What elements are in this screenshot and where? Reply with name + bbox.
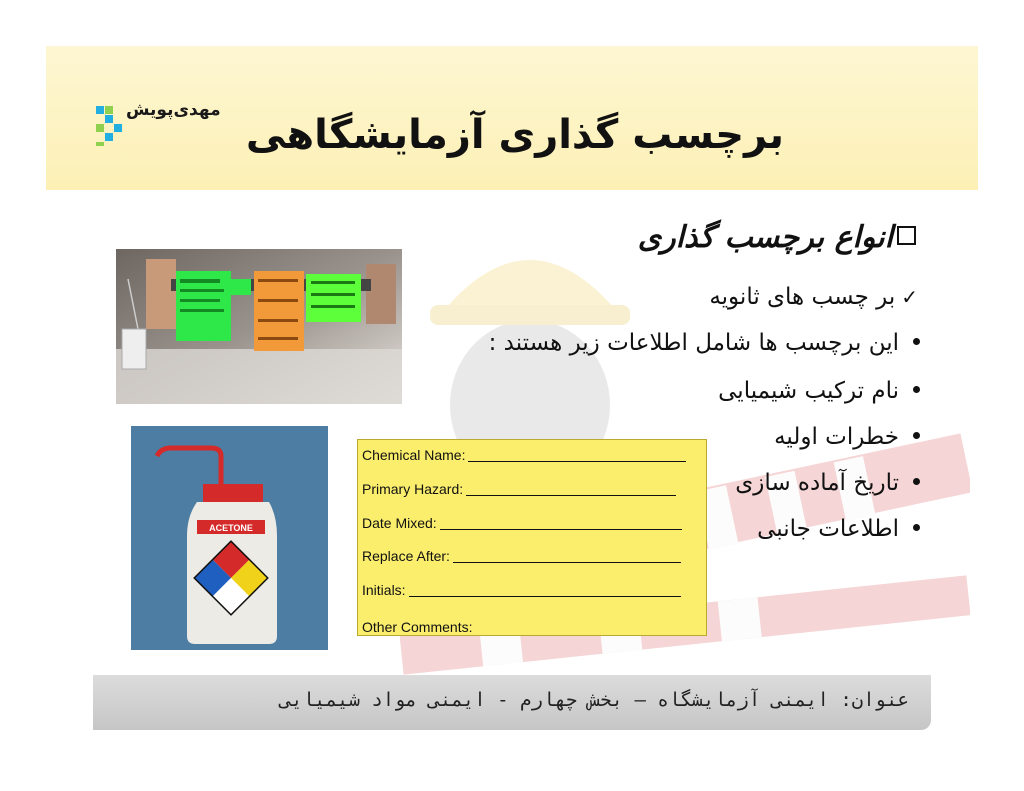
fill-line [468,449,686,462]
label-row [362,582,681,598]
logo-square [96,124,104,132]
footer-text: عنوان: ایمنی آزمایشگاه – بخش چهارم - ایمنی مواد شیمیایی [279,689,909,711]
list-item [757,516,920,542]
secondary-label-card [357,439,707,636]
checkmark-icon: ✓ [901,285,918,309]
page-title: برچسب گذاری آزمایشگاهی [245,112,784,158]
acetone-bottle-photo [131,426,328,650]
section-heading [638,220,916,255]
list-item [718,378,920,404]
labels-photo [116,249,402,404]
logo-square [105,106,113,114]
label-row-text: Replace After: [362,548,450,564]
bottle-label: ACETONE [209,523,253,533]
fill-line [409,584,681,597]
subheading-text: بر چسب های ثانویه [709,284,896,310]
logo-text: مهدی‌پویش [126,100,221,120]
label-row [362,481,676,497]
logo-square [96,142,104,146]
bullet-icon [913,524,920,531]
label-row [362,619,472,635]
section-heading-text: انواع برچسب گذاری [637,220,893,255]
list-item-text: خطرات اولیه [774,424,899,450]
label-row-text: Primary Hazard: [362,481,464,497]
intro-text: این برچسب ها شامل اطلاعات زیر هستند : [488,330,899,356]
label-row-text: Chemical Name: [362,447,466,463]
bullet-icon [913,338,920,345]
list-item-text: نام ترکیب شیمیایی [718,378,899,404]
fill-line [466,483,676,496]
label-row-text: Initials: [362,582,406,598]
logo-square [105,115,113,123]
label-row-text: Date Mixed: [362,515,437,531]
list-item [774,424,920,450]
bullet-icon [913,478,920,485]
subheading [709,284,918,310]
footer-bar [93,675,931,730]
logo [96,96,240,148]
logo-square [96,106,104,114]
square-bullet-icon [897,226,916,245]
intro-line [489,330,920,356]
bullet-icon [913,386,920,393]
fill-line [440,517,682,530]
bullet-icon [913,432,920,439]
list-item [735,470,920,496]
label-row [362,447,686,463]
list-item-text: اطلاعات جانبی [757,516,899,542]
label-row-text: Other Comments: [362,619,473,635]
label-row [362,515,682,531]
fill-line [453,550,681,563]
logo-square [105,133,113,141]
label-row [362,548,681,564]
logo-square [114,124,122,132]
list-item-text: تاریخ آماده سازی [735,470,899,496]
